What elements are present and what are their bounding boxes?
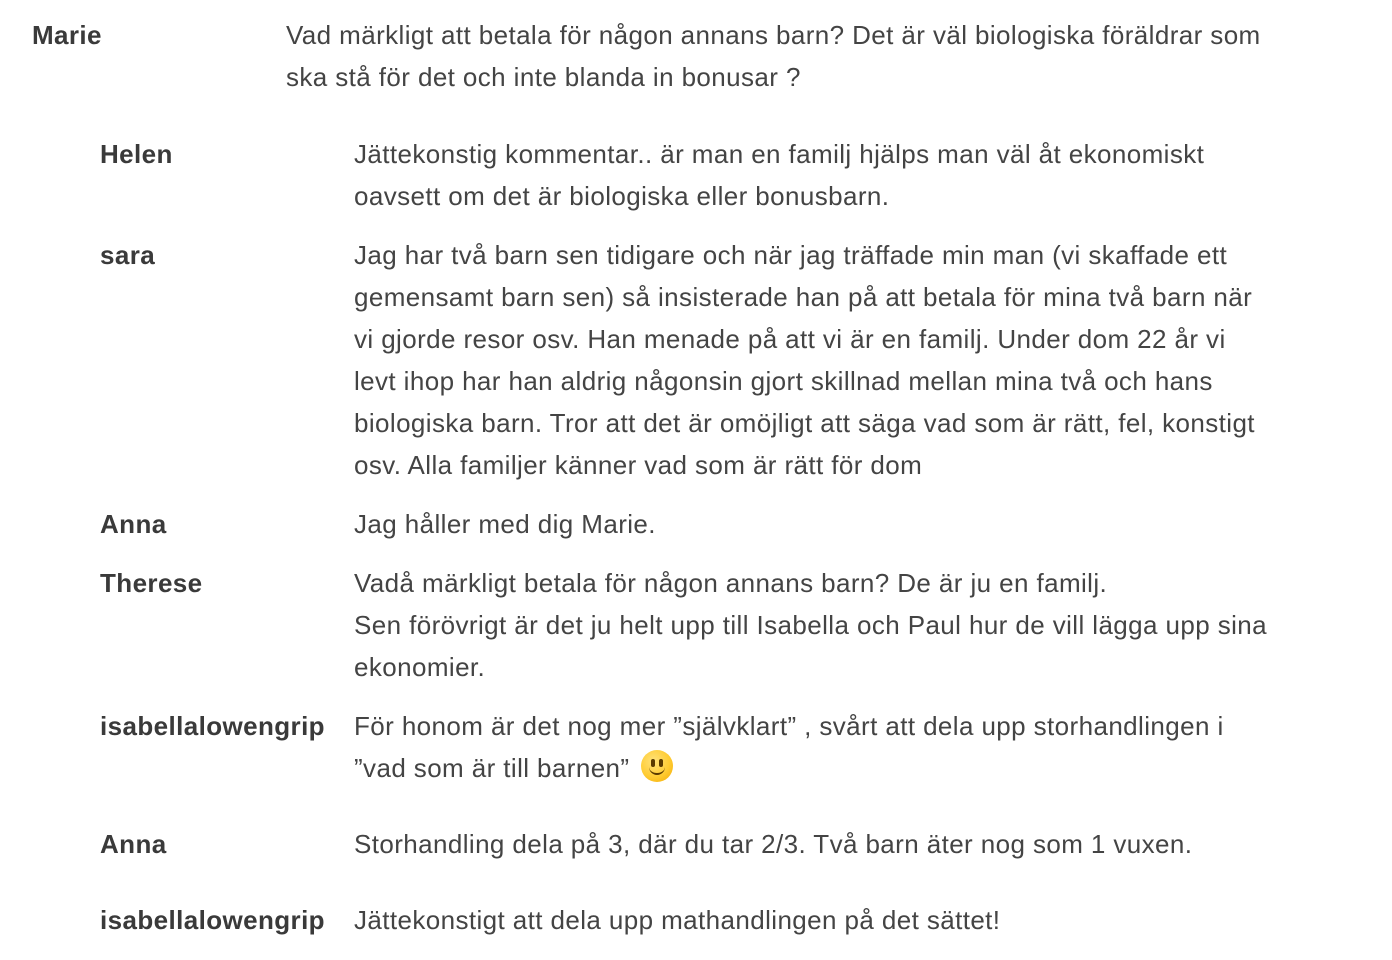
comment-author[interactable]: Marie (32, 20, 102, 50)
reply-isabellalowengrip-2 (100, 899, 1385, 941)
comment-text: Jättekonstig kommentar.. är man en familj hjälps man väl åt ekonomiskt oavsett om det är biologiska eller bonusbarn. (354, 139, 1205, 211)
comment-marie (32, 14, 1382, 98)
reply-sara (100, 234, 1385, 486)
comment-text: Vad märkligt att betala för någon annans barn? Det är väl biologiska föräldrar som ska stå för det och inte blanda in bonusar ? (286, 20, 1261, 92)
reply-isabellalowengrip (100, 705, 1385, 789)
comment-text: Jag håller med dig Marie. (354, 509, 656, 539)
comment-author[interactable]: Therese (100, 568, 203, 598)
comment-author[interactable]: Anna (100, 509, 167, 539)
comment-author[interactable]: isabellalowengrip (100, 711, 325, 741)
comment-author[interactable]: Anna (100, 829, 167, 859)
comment-text: Jättekonstigt att dela upp mathandlingen på det sättet! (354, 905, 1001, 935)
comment-text: Storhandling dela på 3, där du tar 2/3. Två barn äter nog som 1 vuxen. (354, 829, 1193, 859)
comment-author[interactable]: sara (100, 240, 156, 270)
slightly-smiling-face-icon (641, 750, 673, 782)
comment-text: Jag har två barn sen tidigare och när jag träffade min man (vi skaffade ett gemensamt barn sen) så insisterade han på att betala för mina två barn när vi gjorde resor osv. Han menade på att vi är en familj. Under dom 22 år vi levt ihop har han aldrig någonsin gjort skillnad mellan mina två och hans biologiska barn. Tror att det är omöjligt att säga vad som är rätt, fel, konstigt osv. Alla familjer känner vad som är rätt för dom (354, 240, 1255, 480)
reply-anna (100, 503, 1385, 545)
comment-text: För honom är det nog mer ”självklart” , svårt att dela upp storhandlingen i ”vad som är till barnen” (354, 711, 1224, 783)
reply-therese (100, 562, 1385, 688)
comment-author[interactable]: isabellalowengrip (100, 905, 325, 935)
reply-helen (100, 133, 1385, 217)
comment-text: Vadå märkligt betala för någon annans barn? De är ju en familj. Sen förövrigt är det ju helt upp till Isabella och Paul hur de vill lägga upp sina ekonomier. (354, 568, 1268, 682)
reply-anna-2 (100, 823, 1385, 865)
comment-author[interactable]: Helen (100, 139, 173, 169)
